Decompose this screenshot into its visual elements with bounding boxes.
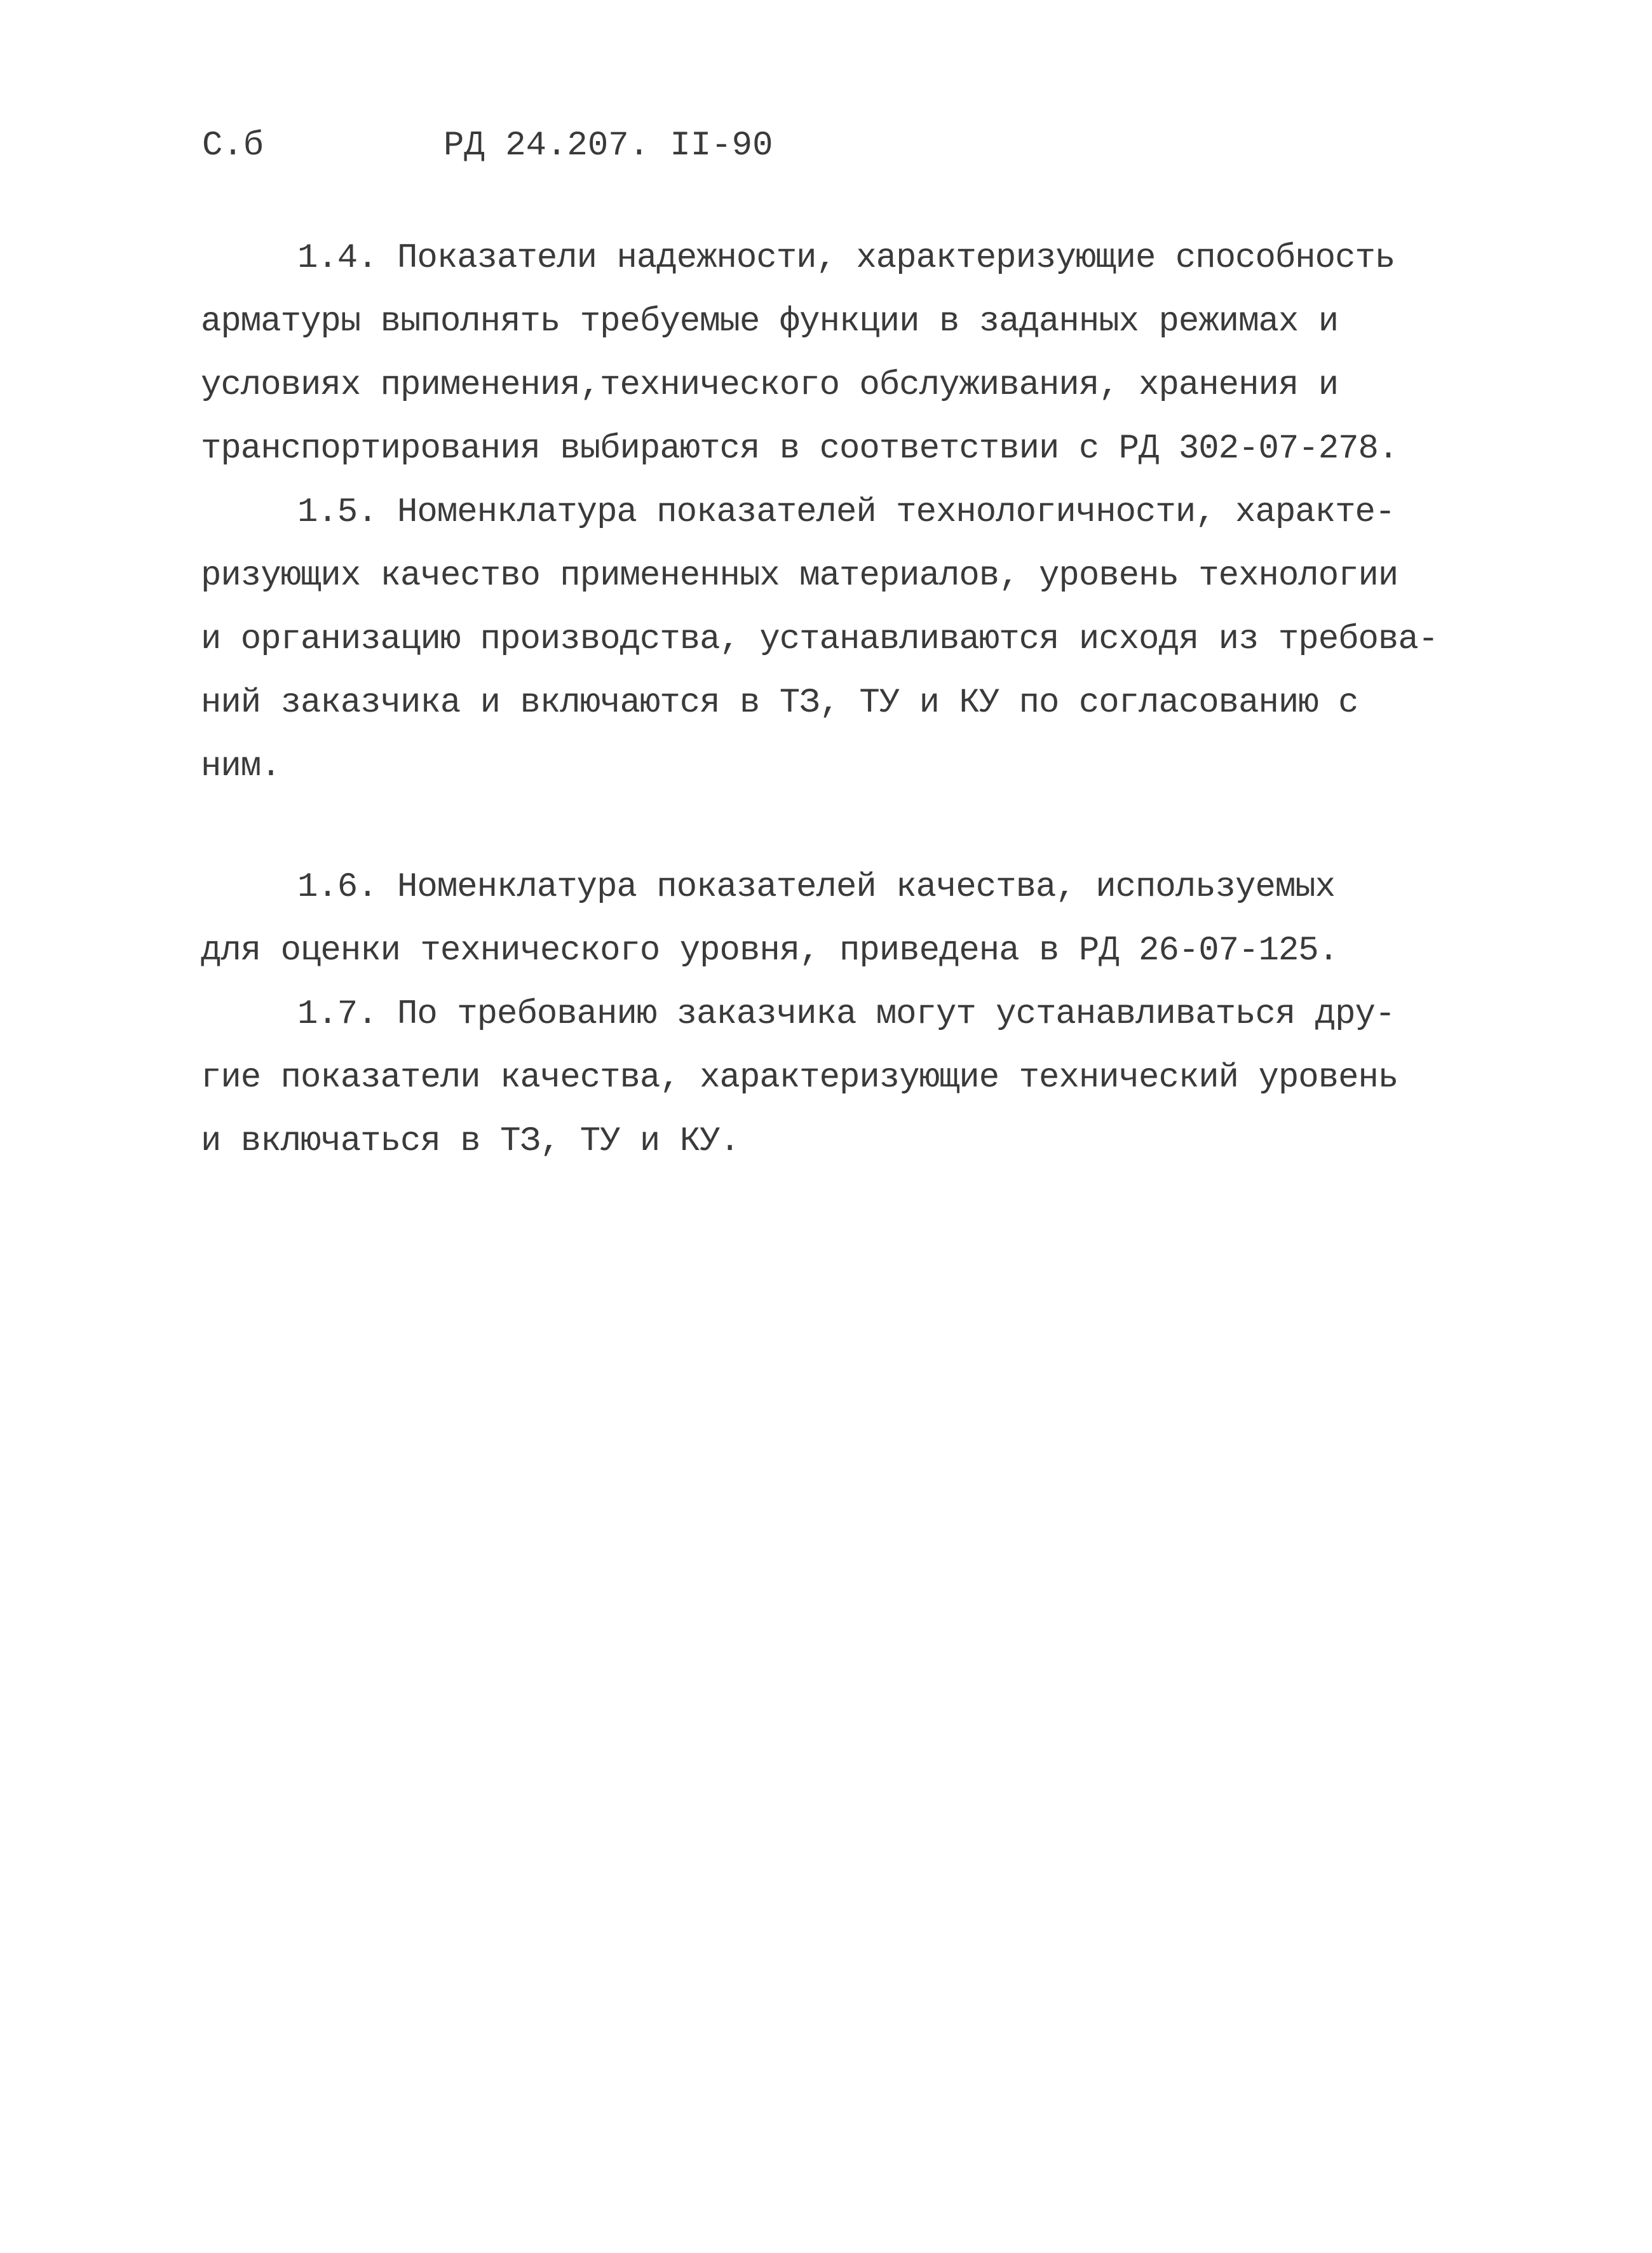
page-header [202,121,773,172]
text-line: 1.4. Показатели надежности, характеризующие способность [297,239,1395,278]
document-code: РД 24.207. II-90 [443,126,773,165]
text-line: условиях применения,технического обслуживания, хранения и [201,366,1339,405]
text-line: и организацию производства, устанавливаются исходя из требова- [201,620,1439,659]
text-line: ним. [201,747,281,786]
text-line: ризующих качество примененных материалов, уровень технологии [201,557,1398,595]
text-line: 1.6. Номенклатура показателей качества, используемых [297,868,1336,907]
text-line: и включаться в ТЗ, ТУ и КУ. [201,1122,740,1161]
text-line: гие показатели качества, характеризующие технический уровень [201,1059,1398,1097]
text-line: 1.7. По требованию заказчика могут устанавливаться дру- [297,995,1395,1034]
page-number: С.б [202,126,264,165]
text-line: для оценки технического уровня, приведена в РД 26-07-125. [201,931,1339,970]
text-line: 1.5. Номенклатура показателей технологичности, характе- [297,493,1395,532]
text-line: арматуры выполнять требуемые функции в заданных режимах и [201,302,1339,341]
text-line: транспортирования выбираются в соответствии с РД 302-07-278. [201,430,1398,468]
text-line: ний заказчика и включаются в ТЗ, ТУ и КУ по согласованию с [201,684,1358,722]
